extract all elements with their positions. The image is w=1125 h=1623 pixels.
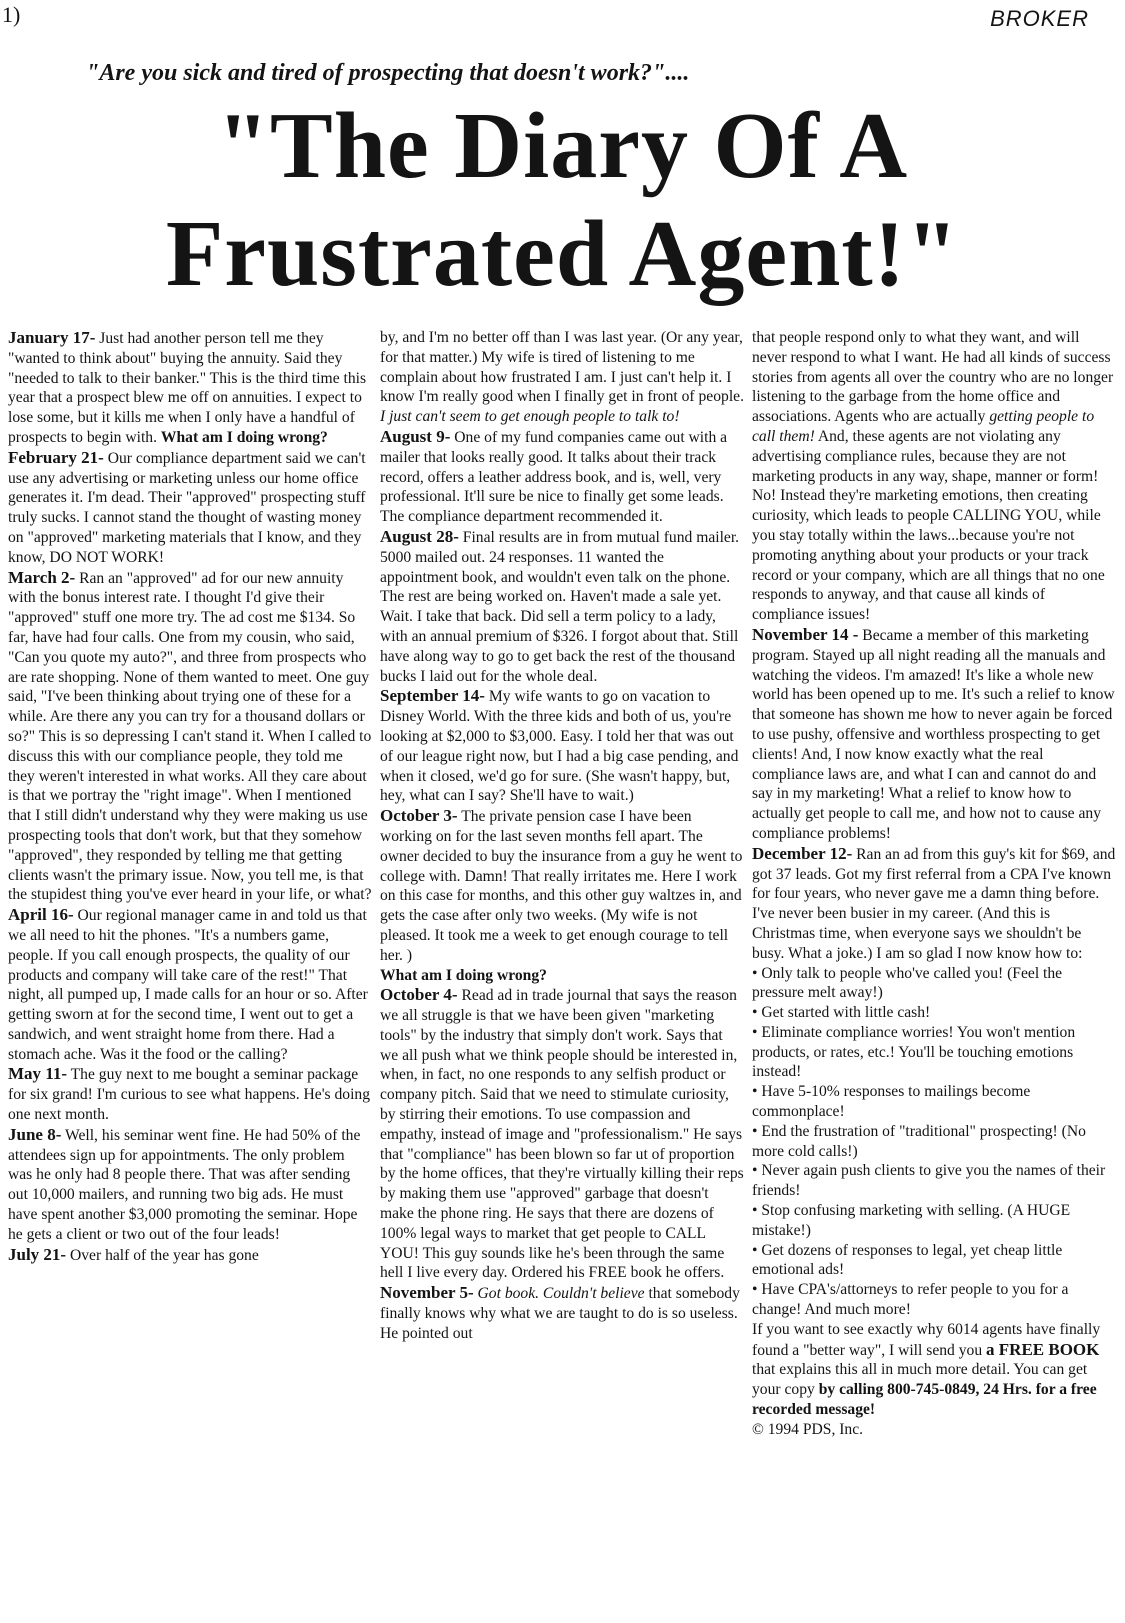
headline-line-1: "The Diary Of A	[216, 94, 909, 198]
column-1	[8, 328, 372, 1623]
benefit-item: • Have 5-10% responses to mailings become commonplace!	[752, 1082, 1116, 1122]
diary-columns	[8, 328, 1116, 1623]
free-book-offer	[752, 1320, 1116, 1420]
headline	[0, 92, 1125, 308]
entry-date: October 3-	[380, 806, 458, 826]
entry-date: October 4-	[380, 985, 458, 1005]
entry-emphasis: getting people to call them!	[752, 408, 1095, 445]
entry-january-17	[8, 328, 372, 448]
entry-date: March 2-	[8, 567, 76, 587]
headline-line-2: Frustrated Agent!"	[165, 202, 960, 306]
entry-text: Became a member of this marketing program. Stayed up all night reading all the manuals and watching the videos. I'm amazed! It's like a whole new world has been opened up to me. It's such a relief to know that someone has shown me how to never again be forced to use pushy, offensive and worthless prospecting to get clients! And, I now know exactly what the real compliance laws are, and what I can and cannot do and say in my marketing! What a relief to know how to actually get people to call me, and how not to cause any compliance problems!	[752, 626, 1115, 842]
entry-text: Ran an "approved" ad for our new annuity with the bonus interest rate. I thought I'd give their "approved" stuff one more try. The ad cost me $134. So far, have had four calls. One from my cousin, who said, "Can you quote my auto?", and three from prospects who are rate shopping. None of them wanted to meet. One guy said, "I've been thinking about trying one of these for a while. Are there any you can try for a thousand dollars or so?" This is so depressing I can't stand it. When I called to discuss this with our compliance people, they told me they weren't interested in what works. All they care about is that we portray the "right image". When I mentioned that I still didn't understand why they were making us use prospecting tools that don't work, but that they somehow "approved", they responded by telling me that getting clients wasn't the primary issue. Now, you tell me, is that the stupidest thing you've ever heard in your life, or what?	[8, 569, 372, 904]
offer-text: that explains this all in much more detail. You can get your copy	[752, 1361, 1088, 1399]
benefit-item: • Eliminate compliance worries! You won't mention products, or rates, etc.! You'll be touching emotions instead!	[752, 1023, 1116, 1082]
entry-date: May 11-	[8, 1064, 68, 1084]
entry-date: November 14 -	[752, 624, 859, 644]
entry-text: Final results are in from mutual fund mailer. 5000 mailed out. 24 responses. 11 wanted the appointment book, and wouldn't even talk on the phone. The rest are being worked on. Haven't made a sale yet. Wait. I take that back. Did sell a term policy to a lady, with an annual premium of $326. I forgot about that. Still have along way to go to get back the rest of the thousand bucks I laid out for the whole deal.	[380, 528, 740, 685]
benefit-item: • Stop confusing marketing with selling. (A HUGE mistake!)	[752, 1201, 1116, 1241]
entry-march-2	[8, 568, 372, 906]
entry-text: by, and I'm no better off than I was last year. (Or any year, for that matter.) My wife is tired of listening to me complain about how frustrated I am. I just can't help it. I know I'm really good when I finally get in front of people.	[380, 329, 744, 406]
entry-april-16	[8, 905, 372, 1064]
benefit-item: • End the frustration of "traditional" prospecting! (No more cold calls!)	[752, 1122, 1116, 1162]
entry-may-11	[8, 1064, 372, 1124]
entry-date: July 21-	[8, 1244, 67, 1264]
benefit-item: • Have CPA's/attorneys to refer people to you for a change! And much more!	[752, 1280, 1116, 1320]
benefit-item: • Get started with little cash!	[752, 1003, 1116, 1023]
entry-text: Our regional manager came in and told us that we all need to hit the phones. "It's a numbers game, people. If you call enough prospects, the quality of our products and company will take care of the rest!" That night, all pumped up, I made calls for an hour or so. After getting sworn at for the second time, I went out to get a sandwich, and went straight home from there. Had a stomach ache. Was it the food or the calling?	[8, 907, 368, 1063]
benefit-item: • Only talk to people who've called you! (Feel the pressure melt away!)	[752, 964, 1116, 1004]
entry-text: that people respond only to what they want, and will never respond to what I want. He had all kinds of success stories from agents all over the country who are no longer listening to the garbage from the home office and associations. Agents who are actually	[752, 329, 1114, 426]
entry-date: September 14-	[380, 686, 485, 706]
entry-text: Ran an ad from this guy's kit for $69, and got 37 leads. Got my first referral from a CPA I've known for four years, who never gave me a damn thing before. I've never been busier in my career. (And this is Christmas time, when everyone says we shouldn't be busy. What a joke.) I am so glad I now know how to:	[752, 845, 1116, 962]
entry-text: Just had another person tell me they "wanted to think about" buying the annuity. Said they "needed to talk to their banker." This is the third time this year that a prospect blew me off on annuities. I expect to lose some, but it kills me when I only have a handful of prospects to begin with.	[8, 330, 367, 446]
benefit-item: • Get dozens of responses to legal, yet cheap little emotional ads!	[752, 1241, 1116, 1281]
entry-emphasis: Got book. Couldn't believe	[473, 1285, 645, 1303]
entry-text: And, these agents are not violating any advertising compliance rules, because they are not marketing products in any way, shape, manner or form! No! Instead they're marketing emotions, then creating curiosity, which leads to people CALLING YOU, while you stay totally within the laws...because you're not promoting anything about your products or your track record or your company, which are all things that no one responds to anyway, and that cause all kinds of compliance issues!	[752, 427, 1105, 624]
entry-text: that somebody finally knows why what we are taught to do is so useless. He pointed out	[380, 1285, 740, 1342]
entry-text: The guy next to me bought a seminar package for six grand! I'm curious to see what happens. He's doing one next month.	[8, 1066, 371, 1124]
page-number: 1)	[2, 2, 21, 27]
column-2	[380, 328, 744, 1623]
entry-february-21	[8, 448, 372, 568]
entry-text: Our compliance department said we can't use any advertising or marketing unless our home office generates it. I'm dead. Their "approved" prospecting stuff truly sucks. I cannot stand the thought of wasting money on "approved" marketing materials that I know, and they know, DO NOT WORK!	[8, 449, 366, 566]
entry-date: August 9-	[380, 426, 451, 446]
entry-question: What am I doing wrong?	[160, 428, 328, 446]
entry-august-9	[380, 427, 744, 527]
entry-date: June 8-	[8, 1124, 62, 1144]
entry-text: Over half of the year has gone	[66, 1246, 259, 1264]
entry-date: August 28-	[380, 526, 459, 546]
tagline: "Are you sick and tired of prospecting that doesn't work?"....	[86, 60, 690, 86]
entry-date: November 5-	[380, 1283, 474, 1303]
column-3	[752, 328, 1116, 1623]
entry-july-21-continued	[380, 328, 744, 427]
benefit-item: • Never again push clients to give you the names of their friends!	[752, 1161, 1116, 1201]
entry-july-21	[8, 1245, 372, 1266]
benefits-list	[752, 964, 1116, 1320]
entry-november-14	[752, 625, 1116, 844]
entry-october-3	[380, 806, 744, 965]
entry-date: February 21-	[8, 447, 104, 467]
entry-december-12	[752, 844, 1116, 964]
entry-text: The private pension case I have been working on for the last seven months fell apart. The owner decided to buy the insurance from a guy he went to college with. Damn! That really irritates me. Here I work on this case for months, and this other guy waltzes in, and gets the case after only two weeks. (My wife is not pleased. It took me a week to get enough courage to tell her. )	[380, 808, 743, 964]
entry-date: April 16-	[8, 905, 74, 925]
offer-phone-number: by calling 800-745-0849, 24 Hrs. for a free recorded message!	[752, 1381, 1097, 1419]
entry-october-4	[380, 985, 744, 1283]
entry-text: Read ad in trade journal that says the reason we all struggle is that we have been given "marketing tools" by the industry that simply don't work. Says that we all push what we think people should be interested in, when, in fact, no one responds to any selfish product or company pitch. Said that we need to stimulate curiosity, by stirring their emotions. To use compassion and empathy, instead of image and "professionalism." He says that "compliance" has been blown so far ut of proportion by the home offices, that they're virtually killing their reps by making them use "approved" garbage that doesn't make the phone ring. He says that there are dozens of 100% legal ways to market that get people to CALL YOU! This guy sounds like he's been through the same hell I live every day. Ordered his FREE book he offers.	[380, 987, 744, 1282]
copyright: © 1994 PDS, Inc.	[752, 1420, 864, 1438]
offer-text: If you want to see exactly why 6014 agents have finally found a "better way", I will send you	[752, 1320, 1101, 1359]
offer-free-book: a FREE BOOK	[986, 1339, 1100, 1359]
entry-november-5-continued	[752, 328, 1116, 625]
entry-text: Well, his seminar went fine. He had 50% of the attendees sign up for appointments. The only problem was he only had 8 people there. That was after sending out 10,000 mailers, and running two big ads. He must have spent another $3,000 promoting the seminar. Hope he gets a client or two out of the four leads!	[8, 1126, 361, 1243]
entry-text: My wife wants to go on vacation to Disney World. With the three kids and both of us, you're looking at $2,000 to $3,000. Easy. I told her that was out of our league right now, but I had a big case pending, and when it closed, we'd go for sure. (She wasn't happy, but, hey, what can I say? She'll have to wait.)	[380, 688, 739, 805]
entry-june-8	[8, 1125, 372, 1245]
entry-november-5	[380, 1283, 744, 1343]
handwritten-note: BROKER	[990, 6, 1089, 31]
entry-date: January 17-	[8, 328, 96, 347]
entry-date: December 12-	[752, 843, 853, 863]
entry-emphasis: I just can't seem to get enough people to talk to!	[380, 408, 680, 426]
entry-september-14	[380, 686, 744, 806]
entry-question: What am I doing wrong?	[380, 966, 547, 984]
entry-august-28	[380, 527, 744, 686]
entry-text: One of my fund companies came out with a mailer that looks really good. It talks about their track record, offers a leather address book, and is, well, very professional. It'll sure be nice to finally get some leads. The compliance department recommended it.	[380, 428, 728, 526]
